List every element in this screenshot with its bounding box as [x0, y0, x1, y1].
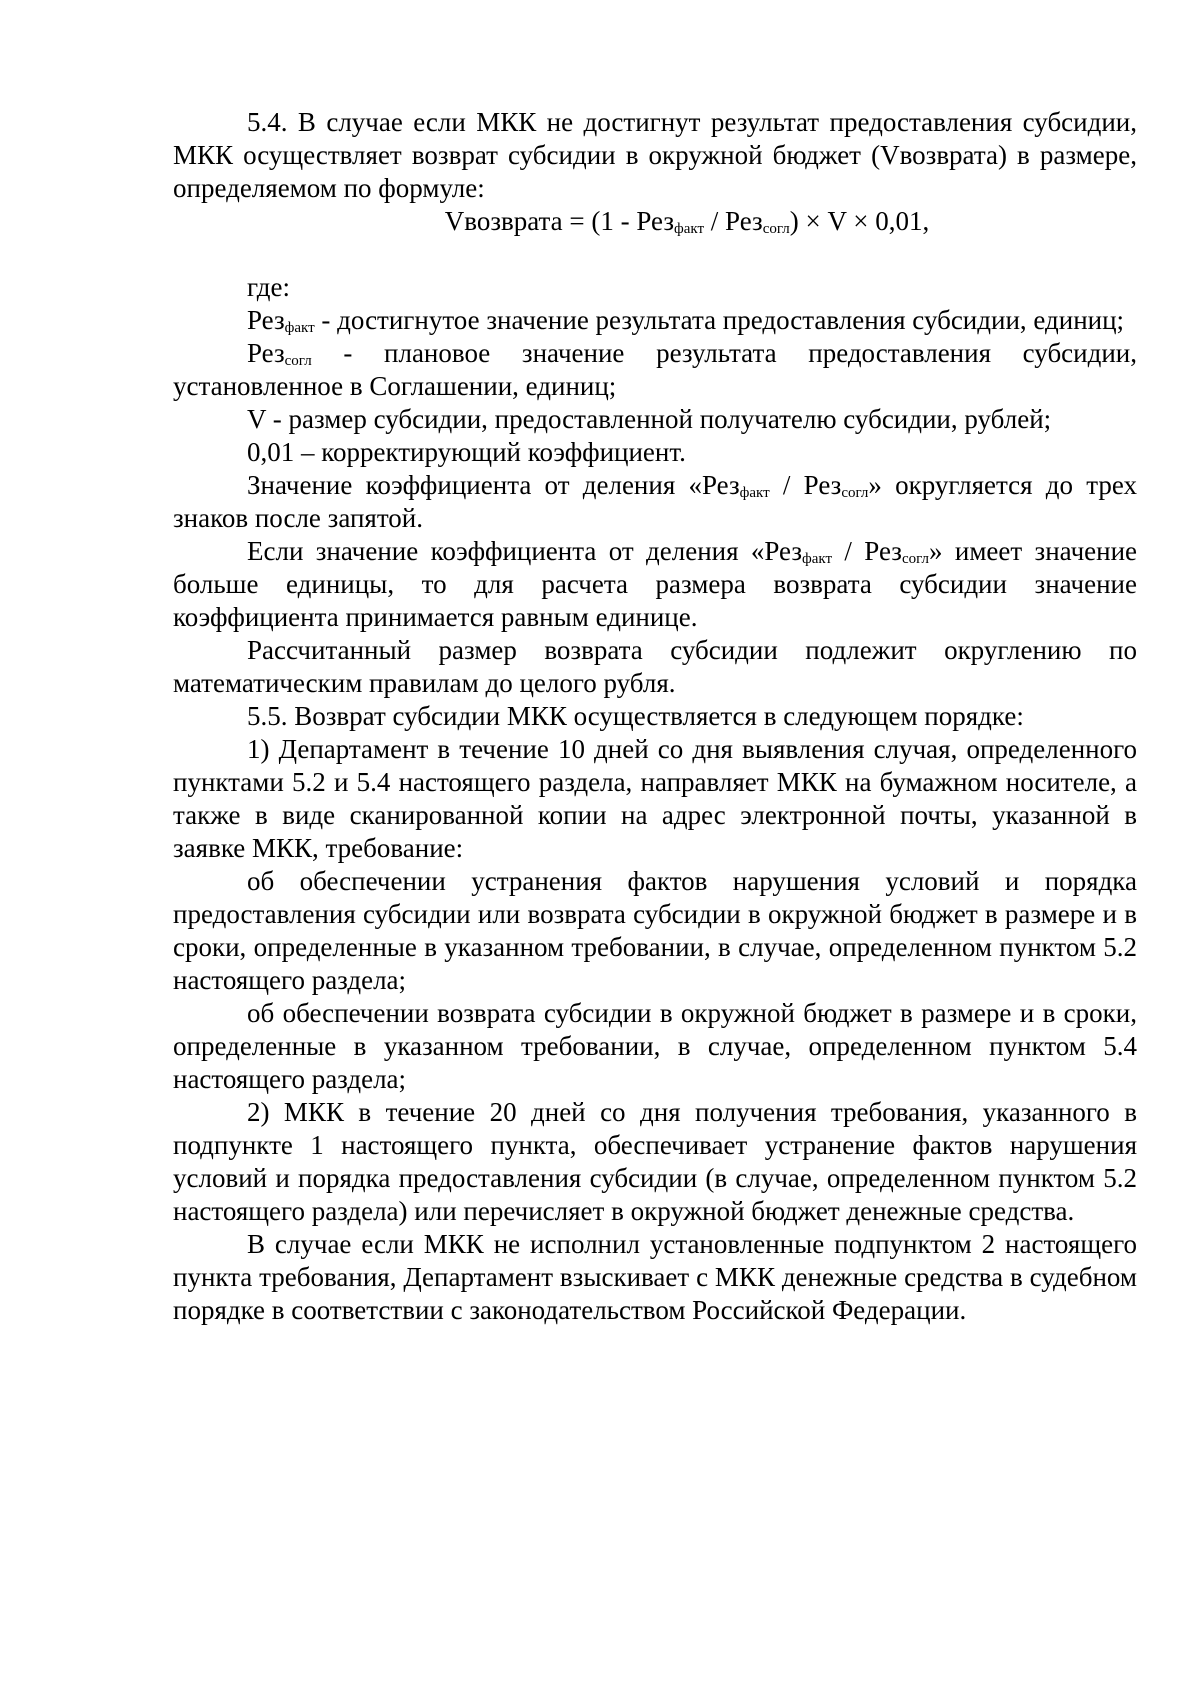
paragraph-5-5-2: 2) МКК в течение 20 дней со дня получения требования, указанного в подпункте 1 настоящего пункта, обеспечивает устранение фактов нарушения условий и порядка предоставления субсидии (в случае, определенном пунктом 5.2 настоящего раздела) или перечисляет в окружной бюджет денежные средства. [173, 1097, 1137, 1226]
definition-rez-fact: Рез$_{факт}$ - достигнутое значение результата предоставления субсидии, единиц; [247, 305, 1125, 336]
definition-coefficient: 0,01 – корректирующий коэффициент. [247, 437, 686, 467]
definition-v: V - размер субсидии, предоставленной получателю субсидии, рублей; [247, 404, 1052, 434]
where-label: где: [247, 272, 290, 302]
blank-line [173, 238, 1137, 271]
return-formula: Vвозврата = (1 - Рез$_{факт}$ / Рез$_{согл}$) × V × 0,01, [444, 206, 930, 237]
definition-rez-sogl: Рез$_{согл}$ - плановое значение результата предоставления субсидии, установленное в Соглашении, единиц; [173, 338, 1137, 401]
paragraph-5-5-1-b: об обеспечении возврата субсидии в окружной бюджет в размере и в сроки, определенные в указанном требовании, в случае, определенном пунктом 5.4 настоящего раздела; [173, 998, 1137, 1094]
paragraph-final: В случае если МКК не исполнил установленные подпунктом 2 настоящего пункта требования, Департамент взыскивает с МКК денежные средства в судебном порядке в соответствии с законодательством Российской Федерации. [173, 1229, 1137, 1325]
paragraph-5-5-1: 1) Департамент в течение 10 дней со дня выявления случая, определенного пунктами 5.2 и 5.4 настоящего раздела, направляет МКК на бумажном носителе, а также в виде сканированной копии на адрес электронной почты, указанной в заявке МКК, требование: [173, 734, 1137, 863]
paragraph-rounding: Значение коэффициента от деления «Рез$_{факт}$ / Рез$_{согл}$» округляется до трех знаков после запятой. [173, 470, 1137, 533]
paragraph-calculated-amount: Рассчитанный размер возврата субсидии подлежит округлению по математическим правилам до целого рубля. [173, 635, 1137, 698]
document-body [173, 106, 1137, 1327]
paragraph-5-4: 5.4. В случае если МКК не достигнут результат предоставления субсидии, МКК осуществляет возврат субсидии в окружной бюджет (Vвозврата) в размере, определяемом по формуле: [173, 107, 1137, 203]
paragraph-5-5-1-a: об обеспечении устранения фактов нарушения условий и порядка предоставления субсидии или возврата субсидии в окружной бюджет в размере и в сроки, определенные в указанном требовании, в случае, определенном пунктом 5.2 настоящего раздела; [173, 866, 1137, 995]
paragraph-coefficient-greater: Если значение коэффициента от деления «Рез$_{факт}$ / Рез$_{согл}$» имеет значение больше единицы, то для расчета размера возврата субсидии значение коэффициента принимается равным единице. [173, 536, 1138, 632]
paragraph-5-5: 5.5. Возврат субсидии МКК осуществляется в следующем порядке: [247, 701, 1024, 731]
